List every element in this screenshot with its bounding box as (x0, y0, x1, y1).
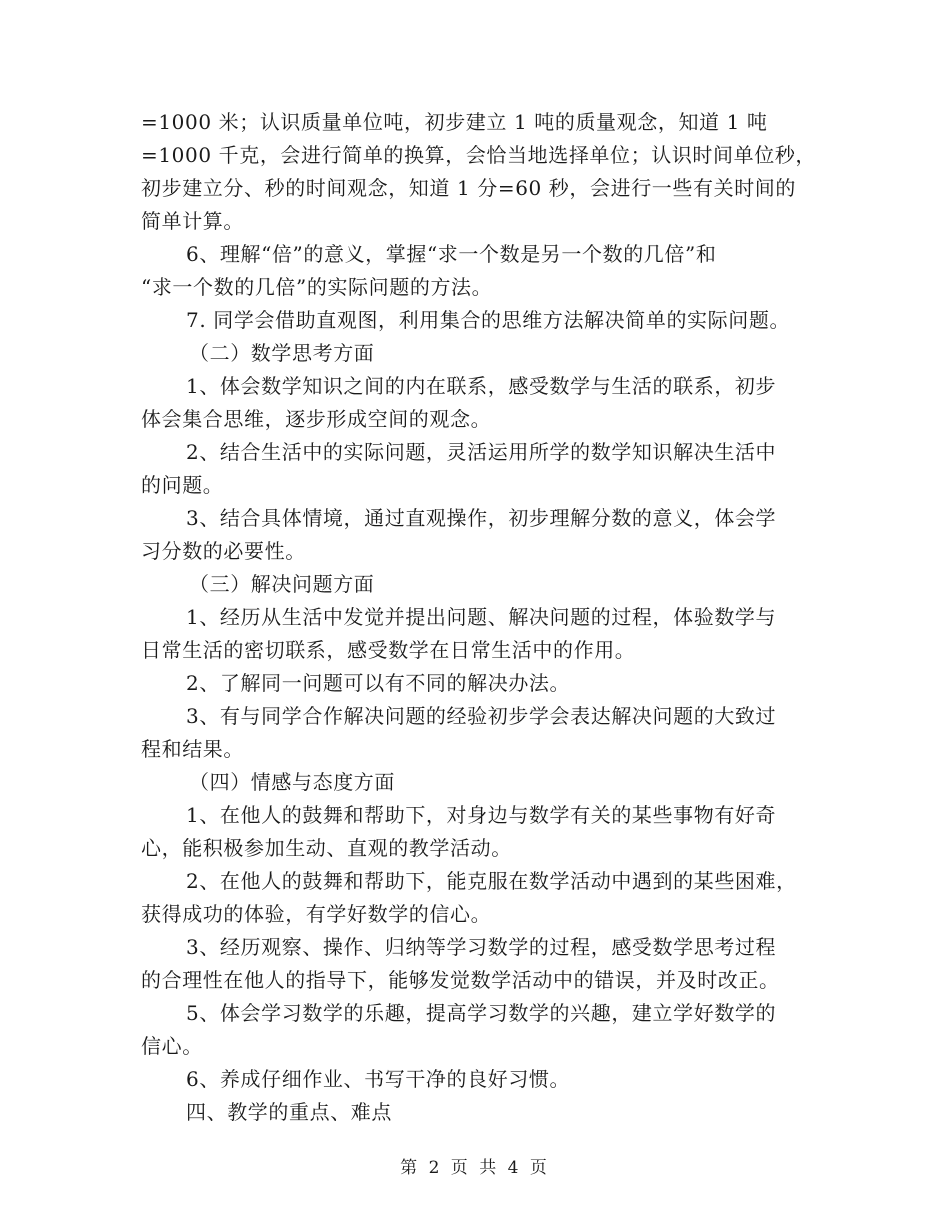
section-heading: （二）数学思考方面 (189, 341, 375, 365)
text-line: 信心。 (141, 1034, 203, 1058)
text-line: 初步建立分、秒的时间观念，知道 1 分=60 秒，会进行一些有关时间的 (141, 176, 797, 200)
text-line: 7. 同学会借助直观图，利用集合的思维方法解决简单的实际问题。 (186, 308, 791, 332)
text-line: 3、有与同学合作解决问题的经验初步学会表达解决问题的大致过 (186, 704, 777, 728)
text-line: 日常生活的密切联系，感受数学在日常生活中的作用。 (141, 638, 636, 662)
text-line: 2、在他人的鼓舞和帮助下，能克服在数学活动中遇到的某些困难， (186, 869, 797, 893)
text-line: 1、在他人的鼓舞和帮助下，对身边与数学有关的某些事物有好奇 (186, 803, 777, 827)
text-line: 1、体会数学知识之间的内在联系，感受数学与生活的联系，初步 (186, 374, 777, 398)
section-heading: （三）解决问题方面 (189, 572, 375, 596)
text-line: 的问题。 (141, 473, 224, 497)
section-heading: 四、教学的重点、难点 (186, 1100, 392, 1124)
text-line: 简单计算。 (141, 209, 244, 233)
text-line: 2、结合生活中的实际问题，灵活运用所学的数学知识解决生活中 (186, 440, 777, 464)
text-line: 心，能积极参加生动、直观的教学活动。 (141, 836, 512, 860)
text-line: =1000 千克，会进行简单的换算，会恰当地选择单位；认识时间单位秒， (141, 143, 817, 167)
text-line: =1000 米；认识质量单位吨，初步建立 1 吨的质量观念，知道 1 吨 (141, 110, 768, 134)
text-line: 程和结果。 (141, 737, 244, 761)
text-line: 的合理性在他人的指导下，能够发觉数学活动中的错误，并及时改正。 (141, 968, 780, 992)
text-line: 6、养成仔细作业、书写干净的良好习惯。 (186, 1067, 571, 1091)
page-footer: 第 2 页 共 4 页 (400, 1158, 550, 1178)
text-line: 3、结合具体情境，通过直观操作，初步理解分数的意义，体会学 (186, 506, 777, 530)
text-line: 6、理解“倍”的意义，掌握“求一个数是另一个数的几倍”和 (186, 242, 717, 266)
text-line: 2、了解同一问题可以有不同的解决办法。 (186, 671, 571, 695)
text-line: 3、经历观察、操作、归纳等学习数学的过程，感受数学思考过程 (186, 935, 777, 959)
document-body (141, 106, 821, 1129)
text-line: 5、体会学习数学的乐趣，提高学习数学的兴趣，建立学好数学的 (186, 1001, 777, 1025)
text-line: 1、经历从生活中发觉并提出问题、解决问题的过程，体验数学与 (186, 605, 777, 629)
text-line: 获得成功的体验，有学好数学的信心。 (141, 902, 492, 926)
text-line: “求一个数的几倍”的实际问题的方法。 (141, 275, 493, 299)
text-line: 习分数的必要性。 (141, 539, 306, 563)
section-heading: （四）情感与态度方面 (189, 770, 395, 794)
text-line: 体会集合思维，逐步形成空间的观念。 (141, 407, 492, 431)
